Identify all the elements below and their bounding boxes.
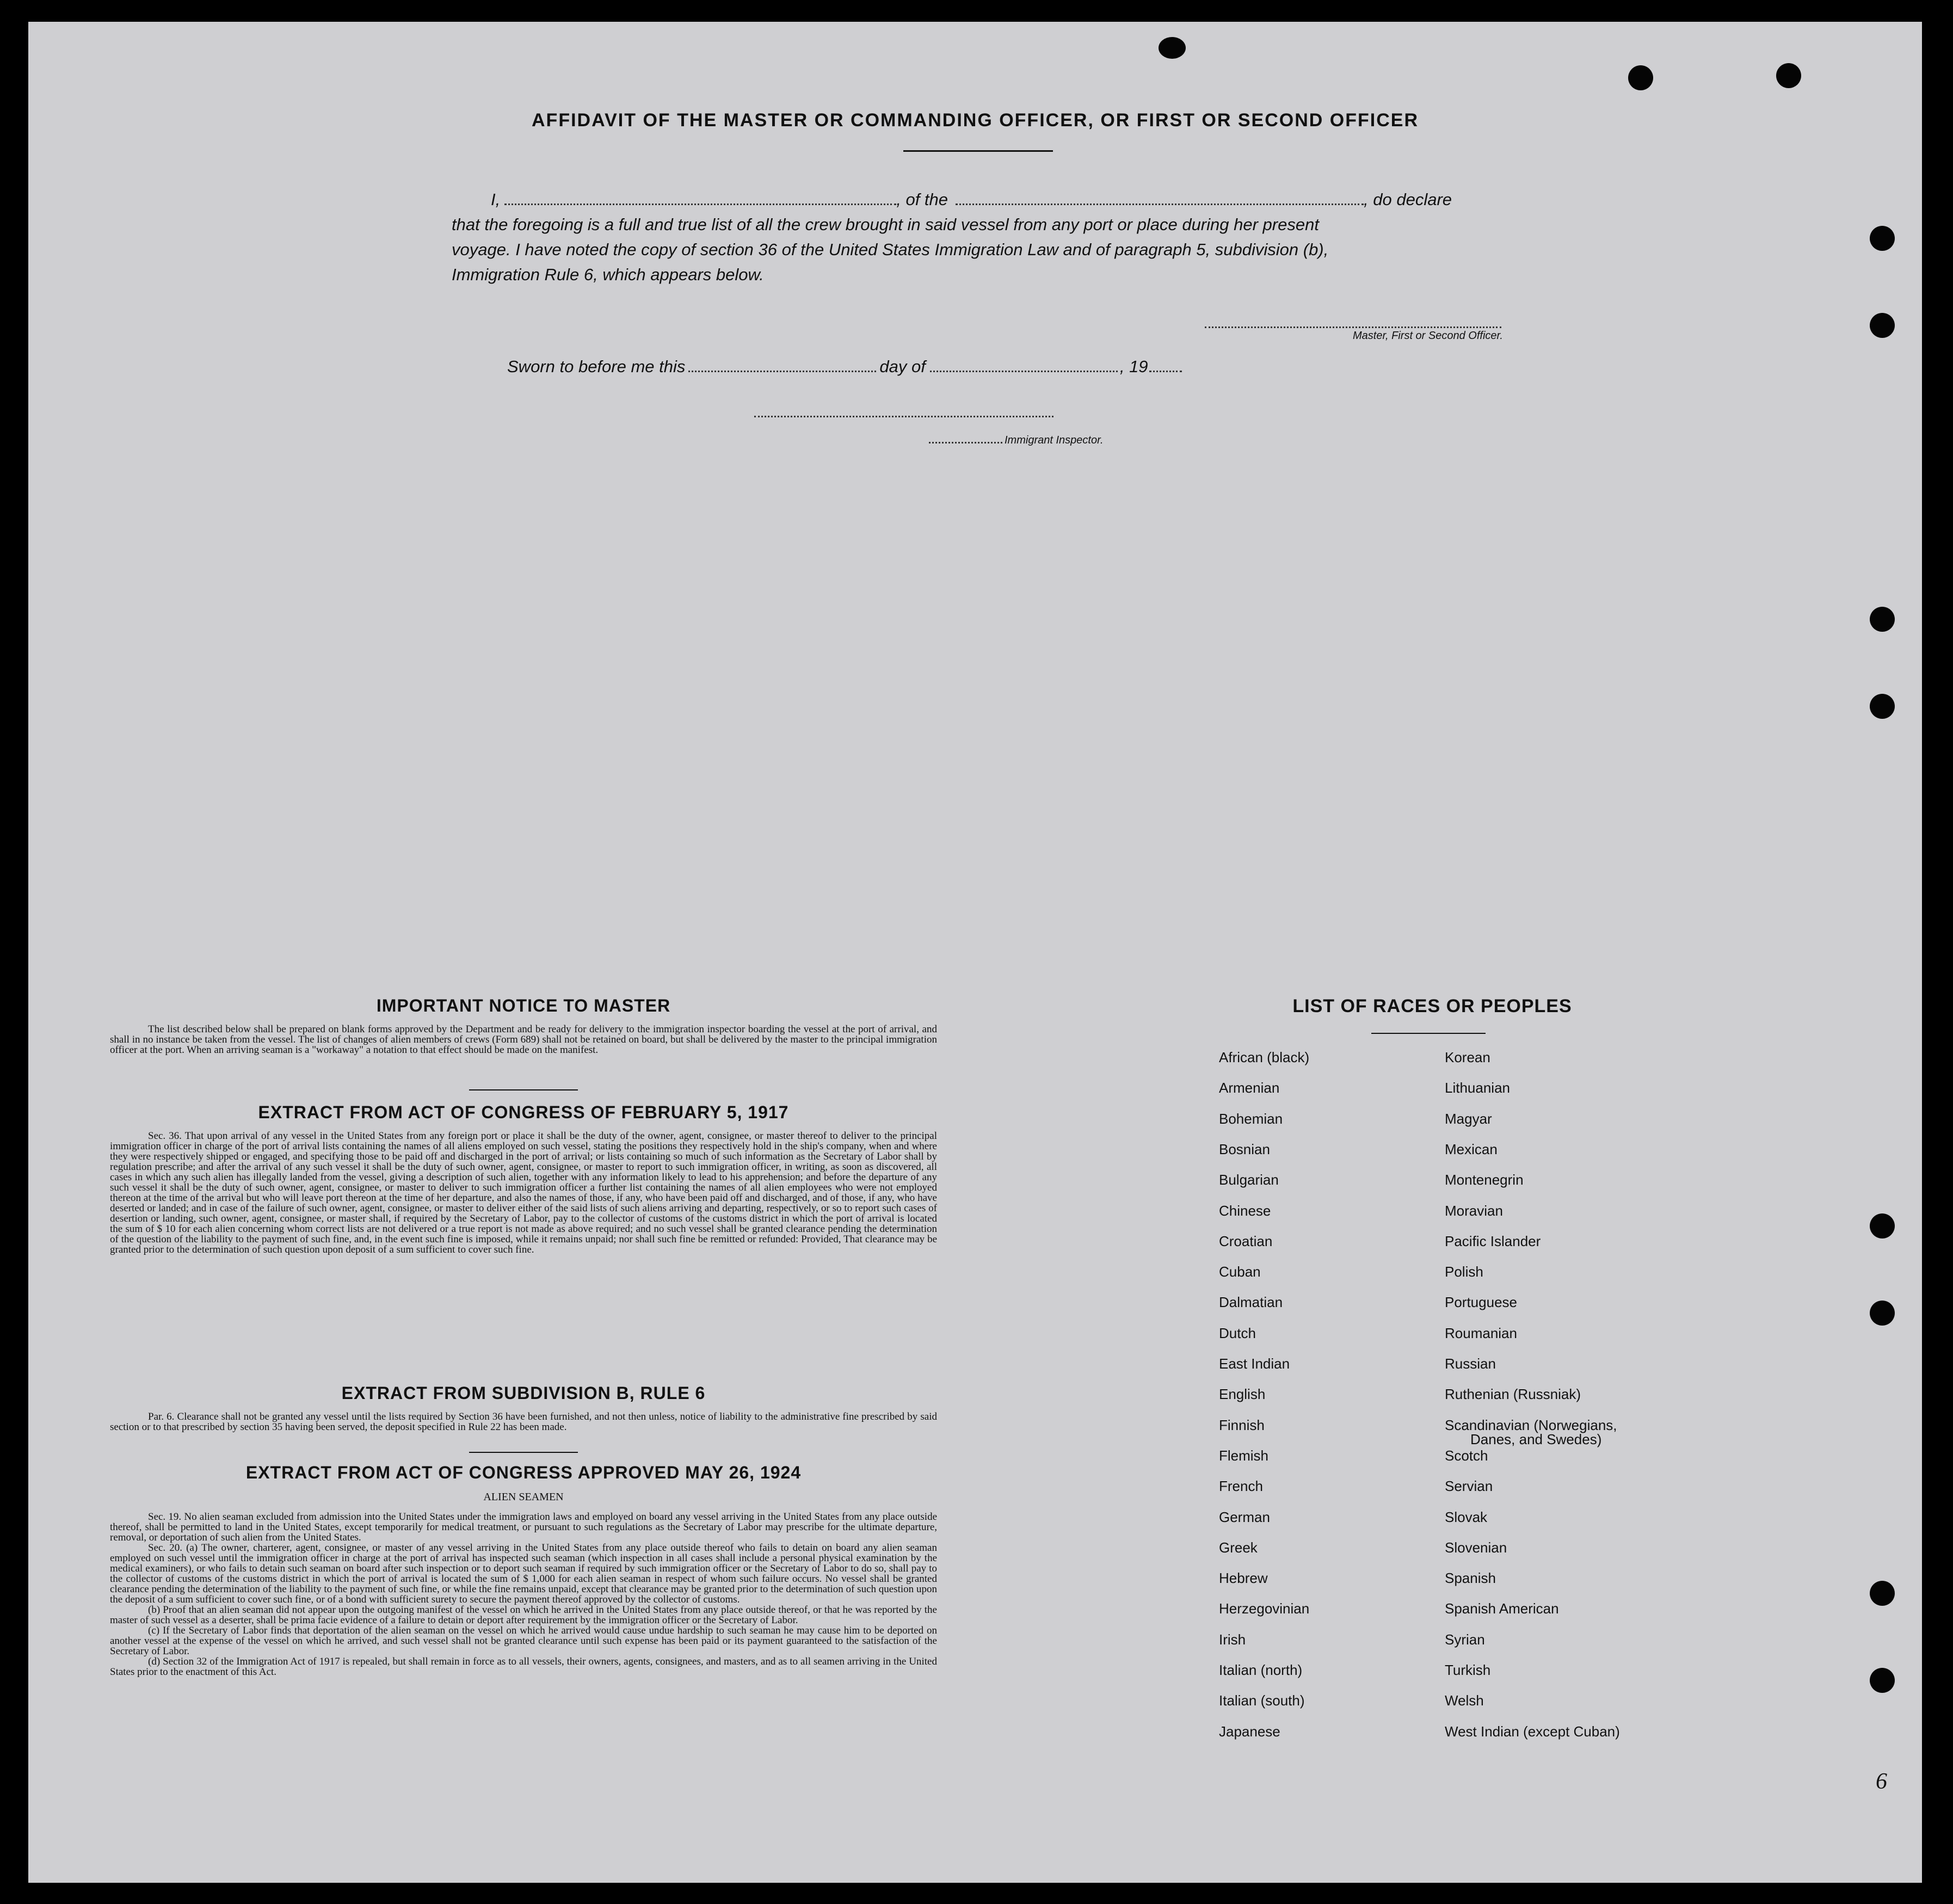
notice-title: IMPORTANT NOTICE TO MASTER [376, 996, 671, 1015]
extract-1924-sec19: Sec. 19. No alien seaman excluded from admission into the United States under the immigration laws and employed on board any vessel arriving in the United States from any place outside thereof, shall be permitted to land in the United States, except temporarily for medical treatment, or pursuant to such regulations as the Secretary of Labor may prescribe for the ultimate departure, removal, or deportation of such alien from the United States. [110, 1511, 937, 1543]
race-item: Ruthenian (Russniak) [1445, 1386, 1581, 1402]
inspector-label: Immigrant Inspector. [1005, 434, 1104, 446]
punch-hole [1870, 1213, 1895, 1238]
race-item: Croatian [1219, 1233, 1273, 1249]
race-item: Dutch [1219, 1325, 1256, 1341]
race-item: Russian [1445, 1355, 1496, 1372]
vessel-field[interactable] [956, 204, 1364, 205]
race-item: Korean [1445, 1049, 1490, 1065]
extract-rule6-body [110, 1412, 937, 1432]
race-item: Lithuanian [1445, 1080, 1510, 1096]
race-item: English [1219, 1386, 1266, 1402]
punch-hole [1628, 65, 1653, 90]
race-item: Syrian [1445, 1631, 1485, 1648]
race-item: Moravian [1445, 1203, 1503, 1219]
race-item: Irish [1219, 1631, 1246, 1648]
race-item: Scandinavian (Norwegians, [1445, 1417, 1617, 1433]
race-item: Servian [1445, 1478, 1493, 1494]
race-item: German [1219, 1509, 1270, 1525]
extract-1924-subtitle: ALIEN SEAMEN [483, 1491, 564, 1503]
races-title-underline [1371, 1033, 1486, 1034]
notice-text: The list described below shall be prepared on blank forms approved by the Department and be ready for delivery to the immigration inspector boarding the vessel at the port of arrival, and shall in no instance be taken from the vessel. The list of changes of alien members of crews (Form 689) shall not be retained on board, but shall be delivered by the master to the principal immigration officer at the port. When an arriving seaman is a "workaway" a notation to that effect should be made on the manifest. [110, 1024, 937, 1056]
affidavit-line-2: that the foregoing is a full and true list of all the crew brought in said vessel from any port or place during her present [452, 215, 1319, 234]
sworn-year-field[interactable] [1149, 371, 1182, 372]
race-item: Magyar [1445, 1111, 1492, 1127]
extract-1924-sec20b: (b) Proof that an alien seaman did not appear upon the outgoing manifest of the vessel on which he arrived in the United States from any place outside thereof, or that he was reported by the master of such vessel as a deserter, shall be prima facie evidence of a failure to detain or deport after requirement by the immigration officer or the Secretary of Labor. [110, 1604, 937, 1626]
race-item: Italian (south) [1219, 1692, 1305, 1709]
race-item: Polish [1445, 1264, 1483, 1280]
sworn-day-field[interactable] [688, 371, 876, 372]
page-number: 6 [1876, 1769, 1887, 1794]
document-page [28, 22, 1922, 1883]
extract-rule6-title: EXTRACT FROM SUBDIVISION B, RULE 6 [341, 1383, 706, 1403]
race-item: Greek [1219, 1539, 1258, 1556]
race-item: Cuban [1219, 1264, 1261, 1280]
affidavit-title: AFFIDAVIT OF THE MASTER OR COMMANDING OFFICER, OR FIRST OR SECOND OFFICER [532, 110, 1419, 131]
affidavit-line-3: voyage. I have noted the copy of section 36 of the United States Immigration Law and of paragraph 5, subdivision (b), [452, 240, 1329, 259]
sworn-day-of: day of [879, 357, 926, 376]
master-signature-label: Master, First or Second Officer. [1352, 330, 1503, 342]
extract-1917-text: Sec. 36. That upon arrival of any vessel in the United States from any foreign port or place it shall be the duty of the owner, agent, consignee, or master thereof to deliver to the principal immigration officer in charge of the port of arrival lists containing the names of all aliens employed on such vessel, stating the positions they respectively hold in the ship's company, when and where they were respectively shipped or engaged, and specifying those to be paid off and discharged in the port of arrival; or lists containing so much of such information as the Secretary of Labor shall by regulation prescribe; and after the arrival of any such vessel it shall be the duty of such owner, agent, consignee, or master to report to such immigration officer, in writing, as soon as discovered, all cases in which any such alien has illegally landed from the vessel, giving a description of such alien, together with any information likely to lead to his apprehension; and before the departure of any such vessel it shall be the duty of such owner, agent, consignee, or master to deliver to such immigration officer a further list containing the names of all alien employees who were not employed thereon at the time of the arrival but who will leave port thereon at the time of her departure, and also the names of those, if any, who have been paid off and discharged, and of those, if any, who have deserted or landed; and in case of the failure of such owner, agent, consignee, or master to deliver either of the said lists of such aliens arriving and departing, respectively, or so to report such cases of desertion or landing, such owner, agent, consignee, or master shall, if required by the Secretary of Labor, pay to the collector of customs of the customs district in which the port of arrival is located the sum of $ 10 for each alien concerning whom correct lists are not delivered or a true report is not made as above required; and no such vessel shall be granted clearance pending the determination of the question of the liability to the payment of such fine, and, in the event such fine is imposed, while it remains unpaid; nor shall such fine be remitted or refunded: Provided, That clearance may be granted prior to the determination of such question upon deposit of a sum sufficient to cover such fine. [110, 1130, 937, 1255]
race-item: African (black) [1219, 1049, 1310, 1065]
punch-hole [1870, 313, 1895, 338]
race-item: Bohemian [1219, 1111, 1283, 1127]
inspector-signature-line[interactable] [754, 416, 1053, 417]
extract-1917-title: EXTRACT FROM ACT OF CONGRESS OF FEBRUARY 5, 1917 [258, 1102, 789, 1122]
affidavit-i: I, [491, 190, 501, 209]
punch-hole [1870, 607, 1895, 632]
race-item: Chinese [1219, 1203, 1271, 1219]
punch-hole [1870, 694, 1895, 719]
race-item: Scotch [1445, 1447, 1488, 1464]
affidavit-declare: , do declare [1364, 190, 1452, 209]
race-item: Spanish [1445, 1570, 1496, 1586]
section-divider [469, 1089, 578, 1090]
extract-1924-sec20d: (d) Section 32 of the Immigration Act of 1917 is repealed, but shall remain in force as to all vessels, their owners, agents, consignees, and masters, and as to all seamen arriving in the United States prior to the enactment of this Act. [110, 1656, 937, 1678]
race-item: Armenian [1219, 1080, 1280, 1096]
punch-hole [1870, 1668, 1895, 1693]
title-underline [903, 150, 1053, 152]
extract-rule6-text: Par. 6. Clearance shall not be granted any vessel until the lists required by Section 36 have been furnished, and not then unless, notice of liability to the administrative fine prescribed by said section or to that prescribed by section 35 having been served, the deposit specified in Rule 22 has been made. [110, 1411, 937, 1433]
race-item: Slovak [1445, 1509, 1488, 1525]
punch-hole [1159, 37, 1186, 59]
extract-1924-title: EXTRACT FROM ACT OF CONGRESS APPROVED MAY 26, 1924 [245, 1463, 802, 1482]
races-title: LIST OF RACES OR PEOPLES [1292, 996, 1572, 1016]
notice-body [110, 1024, 937, 1055]
race-item: Spanish American [1445, 1600, 1559, 1617]
affidavit-body [452, 187, 1535, 287]
race-item: East Indian [1219, 1355, 1290, 1372]
punch-hole [1870, 1581, 1895, 1606]
extract-1924-sec20a: Sec. 20. (a) The owner, charterer, agent, consignee, or master of any vessel arriving in the United States from any place outside thereof who fails to detain on board any alien seaman employed on such vessel until the immigration officer in charge at the port of arrival has inspected such seaman (which inspection in all cases shall include a personal physical examination by the medical examiners), or who fails to detain such seaman on board after such inspection or to deport such seaman if required by such immigration officer or the Secretary of Labor to do so, shall pay to the collector of customs of the customs district in which the port of arrival is located the sum of $ 1,000 for each alien seaman in respect of whom such failure occurs. No vessel shall be granted clearance pending the determination of the liability to the payment of such fine, or while the fine remains unpaid, except that clearance may be granted prior to the determination of such question upon the deposit of a sum sufficient to cover such fine, or of a bond with sufficient surety to secure the payment thereof approved by the collector of customs. [110, 1542, 937, 1605]
sworn-year: , 19 [1119, 357, 1148, 376]
race-item: French [1219, 1478, 1263, 1494]
extract-1924-sec20c: (c) If the Secretary of Labor finds that deportation of the alien seaman on the vessel on which he arrived would cause undue hardship to such seaman he may cause him to be deported on another vessel at the expense of the vessel on which he arrived, and such vessel shall not be granted clearance until such expense has been paid or its payment guaranteed to the satisfaction of the Secretary of Labor. [110, 1625, 937, 1657]
race-item: Japanese [1219, 1723, 1280, 1740]
race-item: Montenegrin [1445, 1172, 1524, 1188]
race-item: Flemish [1219, 1447, 1269, 1464]
punch-hole [1776, 63, 1801, 88]
race-item: West Indian (except Cuban) [1445, 1723, 1620, 1740]
race-item: Welsh [1445, 1692, 1484, 1709]
race-item: Bosnian [1219, 1141, 1270, 1157]
sworn-month-field[interactable] [930, 371, 1118, 372]
affidavit-of-the: , of the [896, 190, 948, 209]
race-item: Dalmatian [1219, 1294, 1283, 1310]
race-item-continuation: Danes, and Swedes) [1470, 1431, 1602, 1447]
extract-1924-body [110, 1512, 937, 1677]
inspector-label-row [929, 434, 1104, 447]
race-item: Mexican [1445, 1141, 1498, 1157]
sworn-prefix: Sworn to before me this [507, 357, 686, 376]
race-item: Pacific Islander [1445, 1233, 1541, 1249]
name-field[interactable] [504, 204, 896, 205]
section-divider [469, 1452, 578, 1453]
race-item: Italian (north) [1219, 1662, 1303, 1678]
race-item: Herzegovinian [1219, 1600, 1310, 1617]
master-signature-line[interactable] [1205, 326, 1501, 328]
race-item: Finnish [1219, 1417, 1265, 1433]
race-item: Portuguese [1445, 1294, 1517, 1310]
race-item: Bulgarian [1219, 1172, 1279, 1188]
affidavit-line-4: Immigration Rule 6, which appears below. [452, 265, 764, 284]
punch-hole [1870, 1301, 1895, 1326]
inspector-prefix-dots [929, 442, 1002, 443]
punch-hole [1870, 226, 1895, 251]
race-item: Turkish [1445, 1662, 1491, 1678]
race-item: Slovenian [1445, 1539, 1507, 1556]
race-item: Roumanian [1445, 1325, 1517, 1341]
sworn-line [507, 357, 1182, 377]
race-item: Hebrew [1219, 1570, 1268, 1586]
extract-1917-body [110, 1131, 937, 1255]
